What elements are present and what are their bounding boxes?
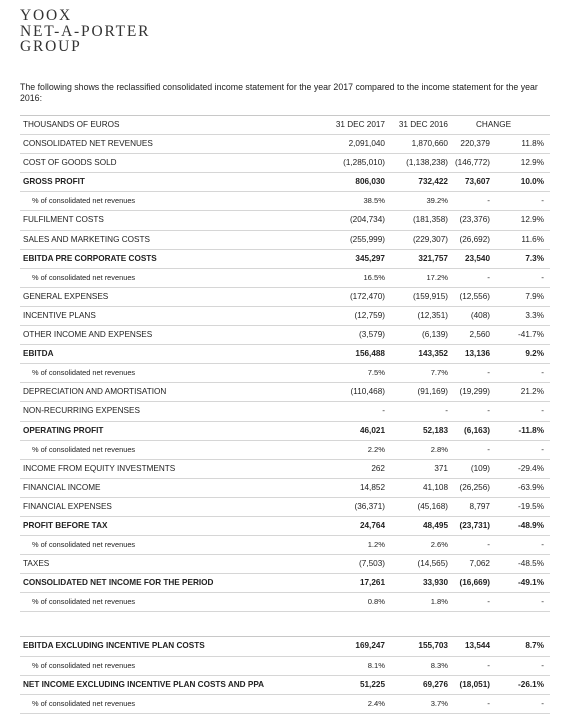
change-value: 2,560 (469, 330, 490, 340)
change-percent: - (541, 444, 544, 454)
change-percent: - (541, 196, 544, 206)
change-value: 8,797 (469, 501, 490, 511)
change-percent: 7.9% (525, 291, 544, 301)
row-label: OPERATING PROFIT (23, 425, 104, 435)
row-label: INCOME FROM EQUITY INVESTMENTS (23, 463, 176, 473)
value-2016: 69,276 (422, 679, 448, 689)
value-2017: 0.8% (367, 597, 385, 607)
table-row (20, 288, 550, 307)
change-value: 73,607 (464, 177, 490, 187)
change-percent: 3.3% (525, 310, 544, 320)
value-2017: 2.4% (367, 698, 385, 708)
table-body-adjusted (20, 636, 550, 713)
value-2016: (91,169) (417, 387, 448, 397)
row-label: NON-RECURRING EXPENSES (23, 406, 140, 416)
change-percent: -48.9% (518, 520, 544, 530)
change-percent: -48.5% (518, 559, 544, 569)
row-label: % of consolidated net revenues (32, 698, 136, 708)
change-percent: 9.2% (525, 349, 544, 359)
value-2017: 51,225 (359, 679, 385, 689)
value-2016: 7.7% (430, 368, 448, 378)
change-value: (18,051) (459, 679, 490, 689)
change-percent: 21.2% (520, 387, 544, 397)
change-value: (26,692) (459, 234, 490, 244)
table-row (20, 173, 550, 192)
value-2016: 17.2% (426, 272, 448, 282)
value-2017: 14,852 (359, 482, 385, 492)
table-row (20, 676, 550, 695)
percentage-row (20, 192, 550, 211)
value-2016: 48,495 (422, 520, 448, 530)
table-row (20, 498, 550, 517)
value-2017: 2,091,040 (348, 139, 385, 149)
row-label: FINANCIAL INCOME (23, 482, 101, 492)
change-percent: - (541, 660, 544, 670)
value-2017: 38.5% (363, 196, 385, 206)
row-label: NET INCOME EXCLUDING INCENTIVE PLAN COSTS AND PPA (23, 679, 265, 689)
change-value: 13,544 (464, 641, 490, 651)
change-percent: - (541, 406, 544, 416)
change-value: - (487, 444, 490, 454)
table-row (20, 211, 550, 230)
change-value: - (487, 540, 490, 550)
table-row (20, 402, 550, 421)
value-2016: 2.6% (430, 540, 448, 550)
logo-line: NET-A-PORTER (20, 22, 151, 40)
header-2016: 31 DEC 2016 (398, 120, 448, 129)
percentage-row (20, 441, 550, 460)
value-2016: 2.8% (430, 444, 448, 454)
value-2017: (255,999) (349, 234, 385, 244)
percentage-row (20, 657, 550, 676)
row-label: % of consolidated net revenues (32, 444, 136, 454)
change-percent: - (541, 597, 544, 607)
row-label: GENERAL EXPENSES (23, 291, 109, 301)
row-label: GROSS PROFIT (23, 177, 85, 187)
row-label: DEPRECIATION AND AMORTISATION (23, 387, 167, 397)
value-2016: (45,168) (417, 501, 448, 511)
change-value: - (487, 368, 490, 378)
row-label: INCENTIVE PLANS (23, 310, 96, 320)
value-2017: 46,021 (359, 425, 385, 435)
change-percent: - (541, 272, 544, 282)
change-percent: 7.3% (525, 253, 544, 263)
change-value: - (487, 406, 490, 416)
value-2016: 33,930 (422, 578, 448, 588)
change-value: (16,669) (459, 578, 490, 588)
table-row (20, 307, 550, 326)
value-2017: 8.1% (367, 660, 385, 670)
table-row (20, 479, 550, 498)
value-2016: 8.3% (430, 660, 448, 670)
value-2016: 1,870,660 (411, 139, 448, 149)
change-value: 7,062 (469, 559, 490, 569)
company-logo (20, 8, 150, 55)
row-label: EBITDA PRE CORPORATE COSTS (23, 253, 157, 263)
change-percent: - (541, 368, 544, 378)
table-row (20, 383, 550, 402)
row-label: % of consolidated net revenues (32, 597, 136, 607)
change-value: - (487, 698, 490, 708)
value-2017: (110,468) (350, 387, 385, 397)
change-value: 23,540 (464, 253, 490, 263)
value-2017: 7.5% (367, 368, 385, 378)
change-percent: -49.1% (518, 578, 544, 588)
change-value: (23,376) (459, 215, 490, 225)
value-2016: (14,565) (417, 559, 448, 569)
change-percent: - (541, 698, 544, 708)
change-value: (23,731) (459, 520, 490, 530)
value-2017: 156,488 (355, 349, 385, 359)
value-2017: 16.5% (363, 272, 385, 282)
change-value: (26,256) (459, 482, 490, 492)
row-label: SALES AND MARKETING COSTS (23, 234, 150, 244)
change-percent: 12.9% (520, 158, 544, 168)
change-percent: -11.8% (518, 425, 544, 435)
change-value: 13,136 (464, 349, 490, 359)
change-percent: 10.0% (520, 177, 544, 187)
table-row (20, 154, 550, 173)
header-units: THOUSANDS OF EUROS (23, 120, 120, 129)
value-2016: (6,139) (422, 330, 448, 340)
change-percent: 12.9% (520, 215, 544, 225)
table-row (20, 555, 550, 574)
row-label: % of consolidated net revenues (32, 272, 136, 282)
row-label: EBITDA EXCLUDING INCENTIVE PLAN COSTS (23, 641, 205, 651)
row-label: % of consolidated net revenues (32, 540, 136, 550)
value-2016: 41,108 (422, 482, 448, 492)
header-change: CHANGE (476, 120, 512, 129)
row-label: EBITDA (23, 349, 54, 359)
table-row (20, 422, 550, 441)
table-row (20, 636, 550, 656)
value-2017: 2.2% (367, 444, 385, 454)
table-row (20, 574, 550, 593)
value-2017: 1.2% (367, 540, 385, 550)
change-value: (6,163) (464, 425, 490, 435)
value-2016: 143,352 (418, 349, 448, 359)
change-value: 220,379 (460, 139, 490, 149)
row-label: CONSOLIDATED NET INCOME FOR THE PERIOD (23, 578, 214, 588)
row-label: CONSOLIDATED NET REVENUES (23, 139, 153, 149)
value-2017: (204,734) (349, 215, 385, 225)
table-row (20, 460, 550, 479)
value-2017: (172,470) (349, 291, 385, 301)
change-value: (146,772) (454, 158, 490, 168)
change-value: (19,299) (459, 387, 490, 397)
value-2017: - (382, 406, 385, 416)
value-2016: 3.7% (430, 698, 448, 708)
row-label: % of consolidated net revenues (32, 368, 136, 378)
row-label: COST OF GOODS SOLD (23, 158, 117, 168)
row-label: % of consolidated net revenues (32, 196, 136, 206)
table-row (20, 250, 550, 269)
value-2017: (7,503) (359, 559, 385, 569)
value-2016: - (445, 406, 448, 416)
row-label: PROFIT BEFORE TAX (23, 520, 108, 530)
change-percent: 11.8% (521, 139, 544, 149)
change-value: - (487, 272, 490, 282)
value-2017: 345,297 (355, 253, 385, 263)
percentage-row (20, 593, 550, 612)
change-value: (408) (470, 310, 490, 320)
table-row (20, 135, 550, 154)
change-percent: 11.6% (521, 234, 544, 244)
income-statement-table (20, 115, 550, 714)
percentage-row (20, 364, 550, 383)
intro-text: The following shows the reclassified consolidated income statement for the year 2017 compared to the income statement for the year 2016: (20, 82, 538, 103)
header-2017: 31 DEC 2017 (335, 120, 385, 129)
percentage-row (20, 536, 550, 555)
row-label: % of consolidated net revenues (32, 660, 136, 670)
logo-line: GROUP (20, 38, 82, 55)
value-2016: (1,138,238) (406, 158, 448, 168)
value-2016: 732,422 (418, 177, 448, 187)
table-row (20, 345, 550, 364)
table-header (20, 115, 550, 135)
value-2016: (159,915) (412, 291, 448, 301)
change-value: - (487, 660, 490, 670)
value-2017: 17,261 (359, 578, 385, 588)
value-2016: 39.2% (426, 196, 448, 206)
row-label: FULFILMENT COSTS (23, 215, 104, 225)
value-2016: 52,183 (422, 425, 448, 435)
change-percent: -41.7% (518, 330, 544, 340)
percentage-row (20, 695, 550, 714)
change-percent: -63.9% (518, 482, 544, 492)
value-2016: (229,307) (412, 234, 448, 244)
value-2017: 262 (371, 463, 385, 473)
value-2017: 24,764 (359, 520, 385, 530)
value-2017: (1,285,010) (343, 158, 385, 168)
value-2016: 1.8% (430, 597, 448, 607)
section-spacer (20, 612, 550, 636)
change-percent: - (541, 540, 544, 550)
table-row (20, 517, 550, 536)
row-label: OTHER INCOME AND EXPENSES (23, 330, 153, 340)
table-body-main (20, 135, 550, 612)
value-2016: 321,757 (418, 253, 448, 263)
value-2016: (12,351) (417, 310, 448, 320)
percentage-row (20, 269, 550, 288)
value-2017: (3,579) (359, 330, 385, 340)
change-value: (109) (470, 463, 490, 473)
change-value: (12,556) (459, 291, 490, 301)
change-value: - (487, 196, 490, 206)
logo-line: YOOX (20, 7, 72, 24)
change-percent: 8.7% (525, 641, 544, 651)
change-percent: -29.4% (518, 463, 544, 473)
table-row (20, 326, 550, 345)
change-value: - (487, 597, 490, 607)
value-2016: (181,358) (412, 215, 448, 225)
row-label: TAXES (23, 559, 50, 569)
change-percent: -19.5% (518, 501, 544, 511)
table-row (20, 231, 550, 250)
value-2017: (36,371) (354, 501, 385, 511)
value-2016: 155,703 (418, 641, 448, 651)
value-2017: (12,759) (354, 310, 385, 320)
value-2017: 806,030 (355, 177, 385, 187)
change-percent: -26.1% (518, 679, 544, 689)
value-2017: 169,247 (355, 641, 385, 651)
row-label: FINANCIAL EXPENSES (23, 501, 112, 511)
value-2016: 371 (434, 463, 448, 473)
